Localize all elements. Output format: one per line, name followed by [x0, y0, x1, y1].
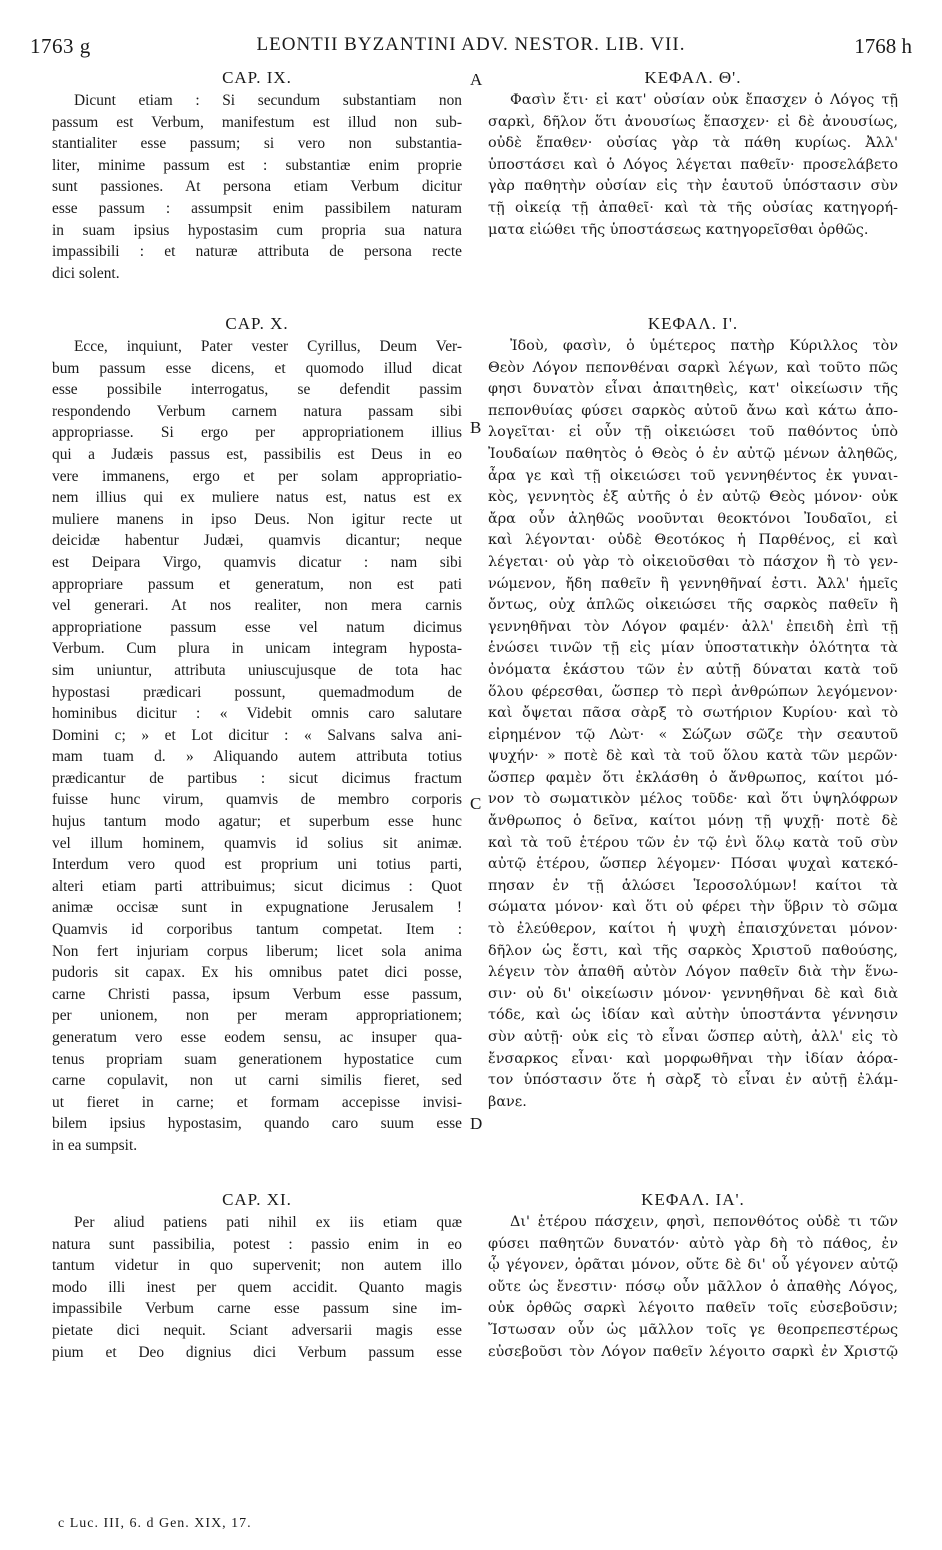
text-line: ἑνώσει τινῶν τῇ εἰς μίαν ὑποστατικὴν ὁλότητα τὰ — [488, 640, 898, 657]
text-line: ψυχήν· » ποτὲ δὲ καὶ τὰ τοῦ ὅλου κατὰ τῶν μερῶν· — [488, 748, 898, 765]
text-line: est Deipara Virgo, quamvis dicatur : nam sibi — [52, 553, 462, 571]
text-line: τῇ οἰκείᾳ τῇ ἀπαθεῖ· καὶ τὰ τῆς οὐσίας κατηγορή- — [488, 199, 898, 216]
text-line: βανε. — [488, 1093, 527, 1110]
text-line: vel illum hominem, quamvis id solius sit animæ. — [52, 834, 462, 852]
section-heading: CAP. X. — [225, 314, 289, 333]
text-line: οὔτε ὡς ἔνεστιν· πόσῳ οὖν μᾶλλον ὁ ἀπαθὴς Λόγος, — [488, 1278, 898, 1295]
cap9-section — [52, 66, 462, 284]
text-line: εἰρημένον τῷ Λὼτ· « Σώζων σῶζε τὴν σεαυτοῦ — [488, 726, 898, 743]
section-text — [52, 336, 462, 1157]
text-line: ᾧ γέγονεν, ὁρᾶται μόνον, οὔτε δὲ δι' οὗ γέγονεν αὐτῷ — [488, 1257, 898, 1274]
text-line: καὶ ὄψεται πᾶσα σὰρξ τὸ σωτήριον Κυρίου· καὶ τὸ — [488, 705, 898, 722]
text-line: prædicantur de partibus : sicut dicimus fractum — [52, 769, 462, 787]
margin-marker-b: B — [470, 418, 482, 437]
text-line: hypostasi prædicari possunt, quemadmodum de — [52, 683, 462, 701]
text-line: σιν· οὐ δι' οἰκείωσιν μόνον· γεννηθῆναι δὲ καὶ διὰ — [488, 985, 898, 1002]
section-heading: ΚΕΦΑΛ. Ι'. — [647, 314, 739, 333]
text-line: γὰρ παθητὴν οὐσίαν εἰς τὴν ἑαυτοῦ ὑπόστασιν σὺν — [488, 178, 898, 195]
text-line: λέγειν τὸν ἀπαθῆ αὐτὸν Λόγον παθεῖν διὰ τὴν ἕνω- — [488, 964, 898, 981]
text-line: passum est Verbum, manifestum est illud non sub- — [52, 113, 462, 131]
text-line: λέγεται· οὐ γὰρ τὸ οἰκειοῦσθαι τὸ πάσχον ἢ τὸ γεν- — [488, 553, 898, 570]
section-heading: ΚΕΦΑΛ. ΙΑ'. — [641, 1190, 745, 1209]
text-line: tenus propriam suam generationem hypostatice cum — [52, 1050, 462, 1068]
text-line: Domini c; » et Lot dicitur : « Salvans salva ani- — [52, 726, 462, 744]
section-heading: CAP. XI. — [222, 1190, 292, 1209]
cap10-section — [52, 312, 462, 1157]
text-line: Per aliud patiens pati nihil ex iis etiam quæ — [74, 1214, 462, 1231]
text-line: εὐσεβοῦσι τὸν Λόγον παθεῖν λέγοιτο σαρκὶ ἐν Χριστῷ — [488, 1343, 898, 1360]
text-line: αὐτῷ ἑτέρου, ὥσπερ λέγομεν· Πόσαι ψυχαὶ κατεκό- — [488, 856, 898, 873]
text-line: καὶ λέγονται· οὐδὲ Θεοτόκος ἡ Παρθένος, εἰ καὶ — [488, 532, 898, 549]
section-text — [488, 336, 898, 1113]
text-line: τόδε, καὶ ὡς ἰδίαν καὶ αὐτὴν ὑποστάντα γέννησιν — [488, 1007, 898, 1024]
text-line: οὐκ ὀρθῶς σαρκὶ λέγοιτο παθεῖν τοῖς εὐσεβοῦσιν; — [488, 1300, 898, 1317]
text-line: appropriatione passum esse vel natum dicimus — [52, 618, 462, 636]
text-line: hujus tantum modo agatur; et superbum esse hunc — [52, 813, 462, 831]
text-line: muliere manens in ipso Deus. Non igitur recte ut — [52, 510, 462, 528]
text-line: natura sunt passibilia, potest : passio enim in eo — [52, 1235, 462, 1253]
text-line: γεννηθῆναι τὸν Λόγον φαμέν· ἀλλ' ἐπειδὴ ἐπὶ τῇ — [488, 618, 898, 635]
text-line: per unionem, non per meram appropriationem; — [52, 1007, 462, 1025]
text-line: tantum videtur in quo supervenit; non autem illo — [52, 1257, 462, 1275]
text-line: respondendo Verbum carnem natura passam sibi — [52, 402, 462, 420]
section-text — [488, 1212, 898, 1363]
footnote: c Luc. III, 6. d Gen. XIX, 17. — [58, 1516, 252, 1531]
text-line: πεπονθυίας φύσει σαρκὸς αὐτοῦ ἄνω καὶ κάτω ἀπο- — [488, 402, 898, 419]
margin-marker-c: C — [470, 794, 482, 813]
text-line: alteri etiam parti attribuimus; sicut dicimus : Quot — [52, 877, 462, 895]
text-line: pium et Deo dignius dici Verbum passum esse — [52, 1343, 462, 1361]
text-line: ματα εἰώθει τῆς ὑποστάσεως κατηγορεῖσθαι ὀρθῶς. — [488, 221, 869, 238]
text-line: Ἴστωσαν οὖν ὡς μᾶλλον τοῖς γε θεοπρεπεστέρως — [488, 1321, 898, 1338]
section-text — [488, 90, 898, 241]
text-line: δῆλον ὡς ἔστι, καὶ τῆς σαρκὸς Χριστοῦ παθούσης, — [488, 942, 898, 959]
running-header — [30, 34, 912, 64]
text-line: λογεῖται· εἰ οὖν τῇ οἰκειώσει τοῦ παθόντος ὑπὸ — [488, 424, 898, 441]
section-text — [52, 90, 462, 284]
text-line: Interdum vero quod est proprium uni totius parti, — [52, 856, 462, 874]
text-line: τον ὑπόστασιν ὅτε ἡ σὰρξ τὸ εἶναι ἐν αὐτῇ ἐλάμ- — [488, 1072, 898, 1089]
text-line: Verbum. Cum plura in unicam integram hyposta- — [52, 640, 462, 658]
text-line: pietate dici nequit. Sciant adversarii magis esse — [52, 1321, 462, 1339]
text-line: Ἰδοὺ, φασὶν, ὁ ὑμέτερος πατὴρ Κύριλλος τὸν — [510, 338, 898, 354]
text-line: Quamvis id corporibus tantum competat. Item : — [52, 921, 462, 939]
text-line: σαρκὶ, δῆλον ὅτι ἀνουσίως ἔπασχεν· εἰ δὲ ἀνουσίως, — [488, 113, 898, 130]
page-number-right: 1768 h — [854, 34, 912, 58]
text-line: ἆρα γε καὶ τῇ οἰκειώσει τοῦ γεννηθέντος ἐκ γυναι- — [488, 467, 898, 484]
text-line: bilem ipsius hypostasim, quando caro suum esse — [52, 1115, 462, 1133]
text-line: stantialiter esse passum; si vero non substantia- — [52, 135, 462, 153]
text-line: nem illius qui ex muliere natus est, natus est ex — [52, 489, 462, 507]
text-line: νον τὸ σωματικὸν μέλος τοῦδε· καὶ ὅτι ὑψηλόφρων — [488, 791, 898, 808]
text-line: Δι' ἑτέρου πάσχειν, φησὶ, πεπονθότος οὐδὲ τι τῶν — [510, 1214, 898, 1230]
text-line: dici solent. — [52, 264, 120, 282]
text-line: σώματα μόνον· καὶ ὅτι οὐ φέρει τὴν ὕβριν τὸ σῶμα — [488, 899, 898, 916]
text-line: φύσει παθητῶν δυνατόν· αὐτὸ γὰρ δὴ τὸ πάθος, ἐν — [488, 1235, 898, 1252]
text-line: ut fieret in carne; et formam accepisse invisi- — [52, 1093, 462, 1111]
text-line: in ea sumpsit. — [52, 1136, 138, 1154]
text-line: esse passum : assumpsit enim passibilem naturam — [52, 199, 462, 217]
section-heading: ΚΕΦΑΛ. Θ'. — [644, 68, 742, 87]
section-text — [52, 1212, 462, 1363]
text-line: νώμενον, ἤδη παθεῖν ἢ γεννηθῆναί ἐστι. Ἀλλ' ἡμεῖς — [488, 575, 898, 592]
text-line: Dicunt etiam : Si secundum substantiam non — [74, 92, 462, 109]
text-line: liter, minime passum est : substantiæ enim proprie — [52, 156, 462, 174]
text-line: ὀνόματα ἑκάστου τῶν ἐν αὐτῇ δύναται κατὰ τοῦ — [488, 661, 898, 678]
text-line: Non fert injuriam corpus liberum; licet sola anima — [52, 942, 462, 960]
text-line: hominibus dicitur : « Videbit omnis caro salutare — [52, 705, 462, 723]
section-heading: CAP. IX. — [222, 68, 292, 87]
text-line: οὐδὲ ἔπαθεν· οὐσίας γὰρ τὰ πάθη κυρίως. Ἀλλ' — [488, 135, 898, 152]
text-line: esse possibile interrogatus, se defendit passim — [52, 381, 462, 399]
text-line: sunt passiones. At persona etiam Verbum dicitur — [52, 178, 462, 196]
keph10-section — [488, 312, 898, 1113]
text-line: Ἰουδαίων παθητὸς ὁ Θεὸς ὁ ἐν αὐτῷ μένων ἀληθῶς, — [488, 445, 898, 462]
text-line: fuisse hunc virum, quamvis de membro corporis — [52, 791, 462, 809]
text-line: sim uniuntur, attributa uniuscujusque de tota hac — [52, 661, 462, 679]
text-line: καὶ τὰ τοῦ ἑτέρου τῶν ἐν τῷ ἑνὶ ὅλῳ κατὰ τοῦ σὺν — [488, 834, 898, 851]
running-title: LEONTII BYZANTINI ADV. NESTOR. LIB. VII. — [256, 34, 686, 55]
text-line: carne Christi passa, ipsum Verbum esse passum, — [52, 985, 462, 1003]
text-line: generatum vero esse eodem sensu, ac insuper qua- — [52, 1029, 462, 1046]
text-line: πησαν ἐν τῇ ἁλώσει Ἱεροσολύμων! καίτοι τὰ — [488, 877, 898, 894]
text-line: animæ occisæ sunt in expugnatione Jerusalem ! — [52, 899, 462, 917]
text-line: ὄντως, οὐχ ἁπλῶς οἰκειώσει τῆς σαρκὸς παθεῖν ἢ — [488, 597, 898, 614]
text-line: vere immanens, ergo et per solam appropriatio- — [52, 467, 462, 485]
text-line: qui a Judæis passus est, passibilis est Deus in eo — [52, 445, 462, 463]
cap11-section — [52, 1188, 462, 1363]
text-line: Ecce, inquiunt, Pater vester Cyrillus, Deum Ver- — [74, 338, 462, 355]
margin-marker-d: D — [470, 1114, 483, 1133]
text-line: Θεὸν Λόγον πεπονθέναι σαρκὶ λέγων, καὶ τοῦτο πῶς — [488, 359, 898, 376]
text-line: ἄνθρωπος ὁ δεῖνα, καίτοι μόνῃ τῇ ψυχῇ· ποτὲ δὲ — [488, 813, 898, 830]
text-line: appropriare passum et generatum, non est pati — [52, 575, 462, 593]
text-line: ἄρα οὖν ἀληθῶς νοοῦνται θεοκτόνοι Ἰουδαῖοι, εἰ — [488, 510, 898, 527]
text-line: ἔνσαρκος εἶναι· καὶ μορφωθῆναι τὴν ἰδίαν ἀόρα- — [488, 1050, 898, 1067]
text-line: ὅλου φέρεσθαι, ὥσπερ τὸ περὶ ἀνθρώπων λεγόμενον· — [488, 683, 898, 700]
text-line: ὑποστάσει καὶ ὁ Λόγος λέγεται παθεῖν· προσελάβετο — [488, 156, 898, 173]
text-line: mam tuam d. » Aliquando autem attributa totius — [52, 748, 462, 766]
text-line: bum passum esse dicens, et quomodo illud dicat — [52, 359, 462, 377]
margin-marker-a: A — [470, 70, 483, 89]
text-line: appropriasse. Si ergo per appropriationem illius — [52, 424, 462, 442]
text-line: pudoris sit capax. Ex his omnibus patet dici posse, — [52, 964, 462, 982]
text-line: Φασὶν ἔτι· εἰ κατ' οὐσίαν οὐκ ἔπασχεν ὁ Λόγος τῇ — [510, 92, 898, 108]
text-line: τὸ ἐλεύθερον, καίτοι ἡ ψυχὴ ἐπαισχύνεται μόνον· — [488, 921, 898, 938]
text-line: impassibile Verbum carne esse passum sine im- — [52, 1300, 462, 1318]
text-line: modo illi inest per quem accidit. Quanto magis — [52, 1278, 462, 1296]
keph11-section — [488, 1188, 898, 1363]
text-line: impassibili : et naturæ attributa de persona recte — [52, 243, 462, 261]
keph9-section — [488, 66, 898, 241]
text-line: in suam ipsius hypostasim cum propria sua natura — [52, 221, 462, 239]
text-line: deicidæ habentur Judæi, quamvis dicantur; neque — [52, 532, 462, 550]
text-line: σὺν αὐτῇ· οὐκ εἰς τὸ εἶναι ὥσπερ αὐτὴ, ἀλλ' εἰς τὸ — [488, 1029, 898, 1045]
text-line: φησι δυνατὸν εἶναι ἀπαιτηθεὶς, κατ' οἰκείωσιν τῆς — [488, 381, 898, 398]
text-line: ὥσπερ φαμὲν ὅτι ἐκλάσθη ὁ ἄνθρωπος, καίτοι μό- — [488, 769, 898, 786]
text-line: κὸς, γεννητὸς ἐξ αὐτῆς ὁ ἐν αὐτῷ Θεὸς μόνον· οὐκ — [488, 489, 898, 506]
page-number-left: 1763 g — [30, 34, 91, 58]
text-line: vel generari. At nos realiter, non mera carnis — [52, 597, 462, 615]
text-line: carne copulavit, non ut carni similis fieret, sed — [52, 1072, 462, 1090]
